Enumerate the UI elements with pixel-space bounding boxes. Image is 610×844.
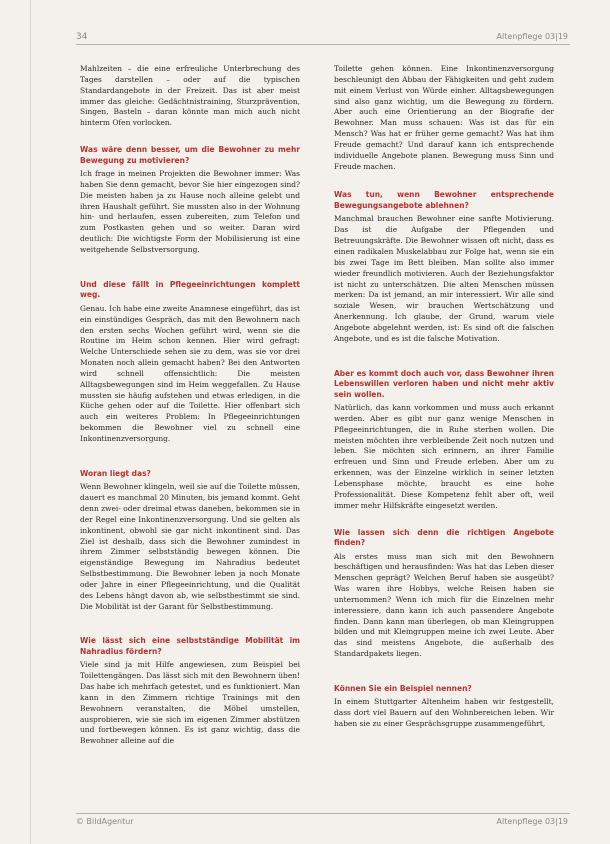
paragraph: Viele sind ja mit Hilfe angewiesen, zum Beispiel bei Toilettengängen. Das lässt sich mit den Bewohnern üben! Das habe ich mehrfach getestet, und es funktioniert. Man kann in den Zimmern richtige Trainings mit den Bewohnern veranstalten, die Möbel umstellen, ausprobieren, wie sie sich im eigenen Zimmer abstützen und fortbewegen können. Es ist ganz wichtig, dass die Bewohner alleine auf die bbox=[80, 660, 300, 746]
question-heading: Woran liegt das? bbox=[80, 468, 151, 478]
question-heading: Was tun, wenn Bewohner entsprechende Bewegungsangebote ablehnen? bbox=[334, 190, 554, 210]
issue-label: Altenpflege 03|19 bbox=[496, 32, 568, 41]
question-heading: Was wäre denn besser, um die Bewohner zu mehr Bewegung zu motivieren? bbox=[80, 145, 300, 165]
paragraph: Manchmal brauchen Bewohner eine sanfte Motivierung. Das ist die Aufgabe der Pflegenden und Betreuungskräfte. Die Bewohner wissen oft nicht, dass es einen radikalen Muskelabbau zur Folge hat, wenn sie ein bis zwei Tage im Bett bleiben. Man sollte also immer wieder freundlich motivieren. Auch der Beziehungsfaktor ist nicht zu unterschätzen. Die alten Menschen müssen merken: Da ist jemand, an mir interessiert. Wir alle sind soziale Wesen, wir brauchen Wertschätzung und Anerkennung. Ich glaube, der Grund, warum viele Angebote abgelehnt werden, ist: Es sind oft die falschen Angebote, und es ist die falsche Motivation. bbox=[334, 214, 554, 343]
left-column bbox=[80, 64, 300, 747]
footer-rule bbox=[76, 813, 570, 814]
paragraph: Als erstes muss man sich mit den Bewohnern beschäftigen und herausfinden: Was hat das Leben dieser Menschen geprägt? Welchen Beruf haben sie ausgeübt? Was waren ihre Hobbys, welche Reisen haben sie unternommen? Wenn ich mich für die Einzelnen mehr interessiere, dann kann ich auch passendere Angebote finden. Dann kann man überlegen, ob man Kleingruppen bilden und mit Kleingruppen meine ich zwei Leute. Aber das sind meistens Angebote, die außerhalb des Standardpakets liegen. bbox=[334, 551, 554, 659]
photo-credit: © BildAgentur bbox=[76, 817, 134, 826]
question-heading: Aber es kommt doch auch vor, dass Bewohner ihren Lebenswillen verloren haben und nicht mehr aktiv sein wollen. bbox=[334, 368, 554, 399]
paragraph: Natürlich, das kann vorkommen und muss auch erkannt werden. Aber es gibt nur ganz wenige Menschen in Pflegeeinrichtungen, die in Ruhe sterben wollen. Die meisten möchten ihre verbleibende Zeit noch nutzen und leben. Sie möchten sich erinnern, an ihrer Familie erfreuen und Sinn und Freude erleben. Aber um zu erkennen, was der Einzelne wirklich in seiner letzten Lebensphase möchte, braucht es eine hohe Professionalität. Diese Kompetenz fehlt aber oft, weil immer mehr Hilfskräfte eingesetzt werden. bbox=[334, 403, 554, 510]
paragraph: Wenn Bewohner klingeln, weil sie auf die Toilette müssen, dauert es manchmal 20 Minuten, bis jemand kommt. Geht denn zwei- oder dreimal etwas daneben, bekommen sie in der Regel eine Inkontinenzversorgung. Und sie gelten als inkontinent, obwohl sie gar nicht inkontinent sind. Das Ziel ist deshalb, dass sich die Bewohner zumindest in ihrem Zimmer selbstständig bewegen können. Die eigenständige Bewegung im Nahradius bedeutet Selbstbestimmung. Die Bewohner leben ja noch Monate oder Jahre in einer Pflegeeinrichtung, und die Qualität des Lebens hängt davon ab, wie selbstbestimmt sie sind. Die Mobilität ist der Garant für Selbstbestimmung. bbox=[80, 482, 301, 611]
paragraph: Toilette gehen können. Eine Inkontinenzversorgung beschleunigt den Abbau der Fähigkeiten und geht zudem mit einem Verlust von Würde einher. Alltagsbewegungen sind also ganz wichtig, um die Bewegung zu fördern. Aber auch eine Orientierung an der Biografie der Bewohner. Man muss schauen: Was ist das für ein Mensch? Was hat er früher gerne gemacht? Was hat ihm Freude gemacht? Und darauf kann ich entsprechende individuelle Angebote planen. Bewegung muss Sinn und Freude machen. bbox=[334, 64, 554, 171]
paragraph: Mahlzeiten – die eine erfreuliche Unterbrechung des Tages darstellen – oder auf die typischen Standardangebote in der Freizeit. Das ist aber meist immer das gleiche: Gedächtnistraining, Sturzprävention, Singen, Basteln – daran könnte man mich auch nicht hinterm Ofen vorlocken. bbox=[80, 64, 300, 128]
footer-issue: Altenpflege 03|19 bbox=[496, 817, 568, 826]
header-rule bbox=[76, 44, 570, 45]
page-number: 34 bbox=[76, 32, 88, 42]
question-heading: Wie lassen sich denn die richtigen Angebote finden? bbox=[334, 527, 554, 547]
question-heading: Und diese fällt in Pflegeeinrichtungen komplett weg. bbox=[80, 279, 300, 300]
right-column bbox=[334, 64, 554, 730]
paragraph: Genau. Ich habe eine zweite Anamnese eingeführt, das ist ein einstündiges Gespräch, das mit den Bewohnern nach den ersten sechs Wochen geführt wird, wenn sie die Routine im Heim schon kennen. Hier wird gefragt: Welche Unterschiede sehen sie zu dem, was sie vor drei Monaten noch allein gemacht haben? Bei den Antworten wird schnell offensichtlich: Die meisten Alltagsbewegungen sind im Heim weggefallen. Zu Hause mussten sie häufig aufstehen und etwas erledigen, in die Küche gehen oder auf die Toilette. Hier offenbart sich auch ein weiteres Problem: In Pflegeeinrichtungen bekommen die Bewohner viel zu schnell eine Inkontinenzversorgung. bbox=[80, 303, 300, 443]
question-heading: Können Sie ein Beispiel nennen? bbox=[334, 683, 472, 693]
question-heading: Wie lässt sich eine selbstständige Mobilität im Nahradius fördern? bbox=[80, 636, 300, 656]
paragraph: In einem Stuttgarter Altenheim haben wir festgestellt, dass dort viel Bauern auf den Wohnbereichen leben. Wir haben sie zu einer Gesprächsgruppe zusammengeführt, bbox=[334, 697, 554, 729]
paragraph: Ich frage in meinen Projekten die Bewohner immer: Was haben Sie denn gemacht, bevor Sie hier eingezogen sind? Die meisten haben ja zu Hause noch alleine gelebt und ihren Haushalt geführt. Sie mussten also in der Wohnung hin- und herlaufen, essen zubereiten, zum Telefon und zum Postkasten gehen und so weiter. Daran wird deutlich: Die wichtigste Form der Mobilisierung ist eine weitgehende Selbstversorgung. bbox=[80, 169, 300, 254]
